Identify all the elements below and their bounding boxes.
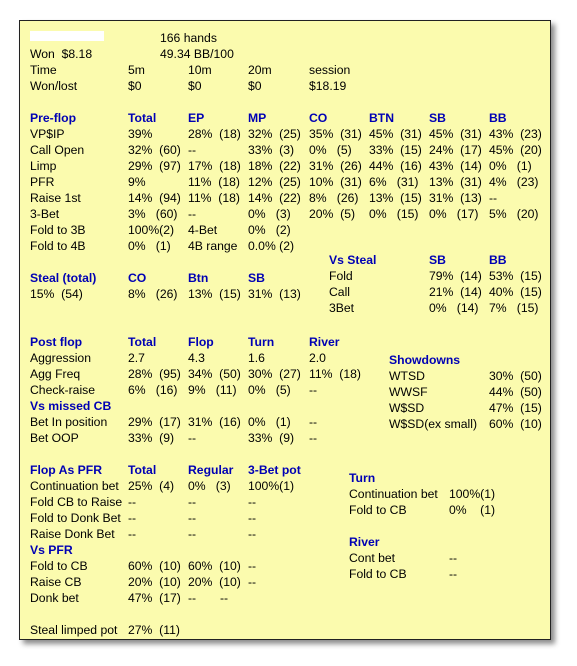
vs-pfr-cell: -- — [248, 575, 257, 589]
wonlost-label: Won/lost — [30, 79, 78, 93]
postflop-cell: 2.0 — [309, 351, 326, 365]
showdowns-cell: 47% (15) — [489, 401, 542, 415]
preflop-row-label: 3-Bet — [30, 207, 60, 221]
vs-steal-row-label: Call — [329, 285, 350, 299]
preflop-cell: 5% (20) — [489, 207, 539, 221]
flop-pfr-cell: 100%(1) — [248, 479, 295, 493]
preflop-cell: 31% (13) — [429, 191, 482, 205]
showdowns-cell: 30% (50) — [489, 369, 542, 383]
postflop-col-total: Total — [128, 335, 157, 349]
showdowns-row-label: W$SD(ex small) — [389, 417, 478, 431]
preflop-cell: 20% (5) — [309, 207, 356, 221]
river-title: River — [349, 535, 380, 549]
vs-pfr-row-label: Donk bet — [30, 591, 79, 605]
postflop-row-label: Check-raise — [30, 383, 96, 397]
preflop-cell: 13% (15) — [369, 191, 422, 205]
missed-cb-cell: -- — [188, 431, 197, 445]
flop-pfr-cell: -- — [248, 527, 257, 541]
preflop-cell: 29% (97) — [128, 159, 181, 173]
flop-pfr-col-regular: Regular — [188, 463, 234, 477]
postflop-row-label: Aggression — [30, 351, 91, 365]
preflop-cell: -- — [188, 143, 197, 157]
preflop-cell: 32% (60) — [128, 143, 181, 157]
four-bet-label: 4-Bet — [188, 223, 218, 237]
missed-cb-cell: 29% (17) — [128, 415, 181, 429]
preflop-row-label: Limp — [30, 159, 57, 173]
turn-row-label: Fold to CB — [349, 503, 407, 517]
preflop-cell: 13% (31) — [429, 175, 482, 189]
postflop-cell: 28% (95) — [128, 367, 181, 381]
time-col-5m: 5m — [128, 63, 145, 77]
preflop-title: Pre-flop — [30, 111, 77, 125]
vs-steal-cell: 79% (14) — [429, 269, 482, 283]
preflop-cell: 32% (25) — [248, 127, 301, 141]
missed-cb-cell: -- — [309, 415, 318, 429]
wonlost-5m: $0 — [128, 79, 142, 93]
wonlost-session: $18.19 — [309, 79, 347, 93]
postflop-col-river: River — [309, 335, 340, 349]
preflop-row-label: Fold to 3B — [30, 223, 86, 237]
flop-pfr-cell: -- — [188, 527, 197, 541]
preflop-cell: 43% (14) — [429, 159, 482, 173]
turn-cell: 100%(1) — [449, 487, 496, 501]
vs-pfr-cell: -- — [248, 559, 257, 573]
steal-col-sb: SB — [248, 271, 265, 285]
missed-cb-cell: 31% (16) — [188, 415, 241, 429]
vs-steal-title: Vs Steal — [329, 253, 377, 267]
preflop-cell: 14% (22) — [248, 191, 301, 205]
preflop-row-label: VP$IP — [30, 127, 65, 141]
preflop-cell: 6% (31) — [369, 175, 419, 189]
postflop-cell: 2.7 — [128, 351, 145, 365]
vs-pfr-cell: 60% (10) — [188, 559, 241, 573]
preflop-row-label: Call Open — [30, 143, 85, 157]
preflop-cell: 10% (31) — [309, 175, 362, 189]
preflop-cell: 17% (18) — [188, 159, 241, 173]
flop-pfr-cell: -- — [128, 495, 137, 509]
flop-pfr-cell: -- — [248, 495, 257, 509]
postflop-row-label: Agg Freq — [30, 367, 81, 381]
flop-pfr-cell: -- — [188, 495, 197, 509]
preflop-cell: 0% (2) — [248, 223, 291, 237]
preflop-row-label: Raise 1st — [30, 191, 81, 205]
preflop-cell: 100%(2) — [128, 223, 175, 237]
river-cell: -- — [449, 551, 458, 565]
flop-pfr-row-label: Fold to Donk Bet — [30, 511, 121, 525]
postflop-col-turn: Turn — [248, 335, 275, 349]
missed-cb-cell: 0% (1) — [248, 415, 291, 429]
showdowns-cell: 44% (50) — [489, 385, 542, 399]
preflop-cell: 28% (18) — [188, 127, 241, 141]
flop-pfr-col-3bet: 3-Bet pot — [248, 463, 301, 477]
preflop-col-btn: BTN — [369, 111, 395, 125]
preflop-cell: -- — [489, 191, 498, 205]
preflop-cell: 45% (20) — [489, 143, 542, 157]
steal-col-co: CO — [128, 271, 147, 285]
vs-steal-col-bb: BB — [489, 253, 507, 267]
vs-steal-cell: 21% (14) — [429, 285, 482, 299]
river-cell: -- — [449, 567, 458, 581]
hands-count: 166 hands — [160, 31, 217, 45]
vs-pfr-row-label: Fold to CB — [30, 559, 88, 573]
preflop-cell: 9% — [128, 175, 146, 189]
postflop-cell: -- — [309, 383, 318, 397]
vs-pfr-cell: 60% (10) — [128, 559, 181, 573]
vs-pfr-cell: -- — [188, 591, 197, 605]
preflop-col-ep: EP — [188, 111, 205, 125]
vs-pfr-cell: 47% (17) — [128, 591, 181, 605]
time-col-session: session — [309, 63, 351, 77]
preflop-col-mp: MP — [248, 111, 267, 125]
preflop-cell: 0% (15) — [369, 207, 419, 221]
flop-pfr-row-label: Fold CB to Raise — [30, 495, 123, 509]
steal-limped-label: Steal limped pot — [30, 623, 118, 637]
showdowns-title: Showdowns — [389, 353, 461, 367]
preflop-cell: 11% (18) — [188, 175, 240, 189]
preflop-cell: 39% — [128, 127, 153, 141]
postflop-cell: 1.6 — [248, 351, 265, 365]
vs-pfr-cell: -- — [220, 591, 229, 605]
preflop-cell: 12% (25) — [248, 175, 301, 189]
missed-cb-cell: 33% (9) — [248, 431, 295, 445]
vs-steal-cell: 7% (15) — [489, 301, 539, 315]
won-amount: Won $8.18 — [30, 47, 93, 61]
preflop-col-co: CO — [309, 111, 328, 125]
vs-pfr-title: Vs PFR — [30, 543, 73, 557]
vs-steal-cell: 53% (15) — [489, 269, 542, 283]
steal-col-btn: Btn — [188, 271, 209, 285]
steal-total: 15% (54) — [30, 287, 83, 301]
turn-title: Turn — [349, 471, 376, 485]
preflop-cell: 0% (3) — [248, 207, 291, 221]
time-col-10m: 10m — [188, 63, 212, 77]
flop-pfr-title: Flop As PFR — [30, 463, 102, 477]
showdowns-row-label: WTSD — [389, 369, 425, 383]
flop-pfr-col-total: Total — [128, 463, 157, 477]
preflop-cell: 43% (23) — [489, 127, 542, 141]
flop-pfr-cell: -- — [248, 511, 257, 525]
flop-pfr-cell: 25% (4) — [128, 479, 175, 493]
preflop-row-label: Fold to 4B — [30, 239, 86, 253]
flop-pfr-row-label: Continuation bet — [30, 479, 119, 493]
preflop-col-bb: BB — [489, 111, 507, 125]
time-label: Time — [30, 63, 57, 77]
vs-steal-cell: 0% (14) — [429, 301, 479, 315]
preflop-cell: 45% (31) — [429, 127, 482, 141]
showdowns-cell: 60% (10) — [489, 417, 542, 431]
steal-btn: 13% (15) — [188, 287, 241, 301]
postflop-cell: 0% (5) — [248, 383, 291, 397]
preflop-cell: 3% (60) — [128, 207, 178, 221]
steal-title: Steal (total) — [30, 271, 97, 285]
preflop-cell: 0% (1) — [128, 239, 171, 253]
flop-pfr-cell: -- — [188, 511, 197, 525]
preflop-cell: 35% (31) — [309, 127, 362, 141]
wonlost-10m: $0 — [188, 79, 202, 93]
showdowns-row-label: WWSF — [389, 385, 428, 399]
steal-co: 8% (26) — [128, 287, 178, 301]
flop-pfr-cell: 0% (3) — [188, 479, 231, 493]
preflop-cell: 44% (16) — [369, 159, 422, 173]
turn-cell: 0% (1) — [449, 503, 496, 517]
preflop-cell: 0% (17) — [429, 207, 479, 221]
vs-pfr-cell: 20% (10) — [128, 575, 181, 589]
postflop-cell: 30% (27) — [248, 367, 301, 381]
preflop-cell: 24% (17) — [429, 143, 482, 157]
four-bet-range-label: 4B range — [188, 239, 238, 253]
postflop-cell: 34% (50) — [188, 367, 241, 381]
preflop-row-label: PFR — [30, 175, 55, 189]
preflop-cell: 14% (94) — [128, 191, 181, 205]
flop-pfr-row-label: Raise Donk Bet — [30, 527, 115, 541]
vs-pfr-row-label: Raise CB — [30, 575, 82, 589]
preflop-cell: 4% (23) — [489, 175, 539, 189]
postflop-col-flop: Flop — [188, 335, 214, 349]
vs-steal-row-label: Fold — [329, 269, 353, 283]
preflop-cell: 8% (26) — [309, 191, 359, 205]
vs-steal-cell: 40% (15) — [489, 285, 542, 299]
preflop-col-total: Total — [128, 111, 157, 125]
missed-cb-cell: 33% (9) — [128, 431, 175, 445]
missed-cb-row-label: Bet OOP — [30, 431, 79, 445]
river-row-label: Fold to CB — [349, 567, 407, 581]
vs-steal-col-sb: SB — [429, 253, 446, 267]
preflop-cell: 31% (26) — [309, 159, 362, 173]
preflop-cell: 0.0% (2) — [248, 239, 295, 253]
player-name-field — [30, 31, 104, 41]
postflop-cell: 4.3 — [188, 351, 205, 365]
steal-sb: 31% (13) — [248, 287, 301, 301]
postflop-cell: 11% (18) — [309, 367, 361, 381]
missed-cb-cell: -- — [309, 431, 318, 445]
stats-panel — [19, 20, 551, 640]
preflop-cell: 33% (15) — [369, 143, 422, 157]
postflop-title: Post flop — [30, 335, 83, 349]
turn-row-label: Continuation bet — [349, 487, 438, 501]
postflop-cell: 6% (16) — [128, 383, 178, 397]
preflop-cell: 33% (3) — [248, 143, 295, 157]
preflop-cell: 0% (1) — [489, 159, 532, 173]
preflop-col-sb: SB — [429, 111, 446, 125]
time-col-20m: 20m — [248, 63, 272, 77]
preflop-cell: 18% (22) — [248, 159, 301, 173]
preflop-cell: 45% (31) — [369, 127, 422, 141]
steal-limped-value: 27% (11) — [128, 623, 180, 637]
bb-per-100: 49.34 BB/100 — [160, 47, 234, 61]
showdowns-row-label: W$SD — [389, 401, 425, 415]
river-row-label: Cont bet — [349, 551, 396, 565]
missed-cb-row-label: Bet In position — [30, 415, 108, 429]
flop-pfr-cell: -- — [128, 511, 137, 525]
wonlost-20m: $0 — [248, 79, 262, 93]
vs-missed-cb-title: Vs missed CB — [30, 399, 112, 413]
vs-steal-row-label: 3Bet — [329, 301, 355, 315]
vs-pfr-cell: 20% (10) — [188, 575, 241, 589]
preflop-cell: 11% (18) — [188, 191, 240, 205]
postflop-cell: 9% (11) — [188, 383, 237, 397]
flop-pfr-cell: -- — [128, 527, 137, 541]
preflop-cell: 0% (5) — [309, 143, 352, 157]
preflop-cell: -- — [188, 207, 197, 221]
